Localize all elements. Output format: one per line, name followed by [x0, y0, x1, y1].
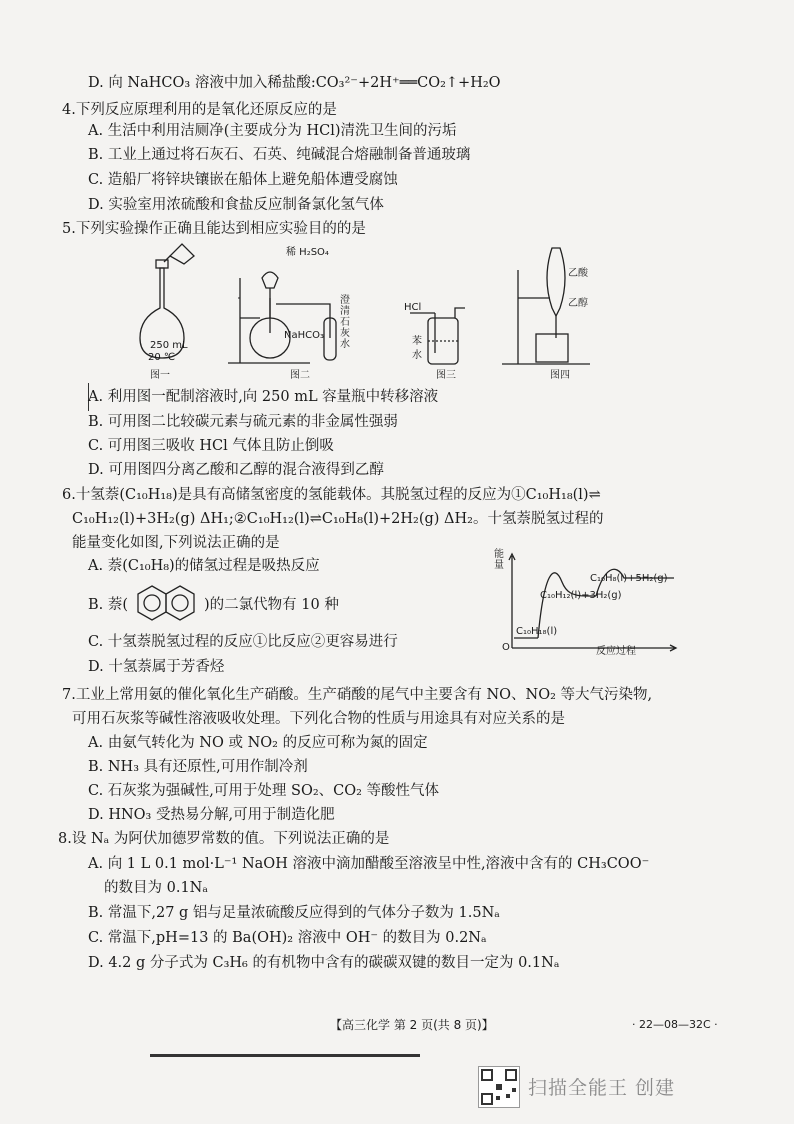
energy-axis-label: 能量 [494, 549, 504, 571]
q8-stem: 8.设 Nₐ 为阿伏加德罗常数的值。下列说法正确的是 [58, 831, 390, 847]
fig3-water-label: 水 [412, 350, 422, 361]
q4-option-c: C. 造船厂将锌块镶嵌在船体上避免船体遭受腐蚀 [88, 172, 398, 188]
q8-option-a-line1: A. 向 1 L 0.1 mol·L⁻¹ NaOH 溶液中滴加醋酸至溶液呈中性,溶液中含有的 CH₃COO⁻ [88, 856, 650, 872]
q5-apparatus-figures [120, 238, 610, 378]
fig1-temp-label: 20 ℃ [148, 352, 176, 363]
qr-code-icon [478, 1066, 520, 1108]
q6-option-b-suffix: )的二氯代物有 10 种 [204, 597, 339, 613]
fig4-caption: 图四 [550, 370, 570, 381]
q8-option-c: C. 常温下,pH=13 的 Ba(OH)₂ 溶液中 OH⁻ 的数目为 0.2Nₐ [88, 930, 487, 946]
q5-option-d: D. 可用图四分离乙酸和乙醇的混合液得到乙醇 [88, 462, 384, 478]
reaction-axis-label: 反应过程 [596, 646, 636, 657]
q7-option-a: A. 由氨气转化为 NO 或 NO₂ 的反应可称为氮的固定 [88, 735, 428, 751]
q7-option-c: C. 石灰浆为强碱性,可用于处理 SO₂、CO₂ 等酸性气体 [88, 783, 440, 799]
fig3-caption: 图三 [436, 370, 456, 381]
q6-stem-line2: C₁₀H₁₂(l)+3H₂(g) ΔH₁;②C₁₀H₁₂(l)⇌C₁₀H₈(l)+2H₂(g) ΔH₂。十氢萘脱氢过程的 [72, 511, 604, 527]
q5-option-a: A. 利用图一配制溶液时,向 250 mL 容量瓶中转移溶液 [88, 389, 439, 405]
q8-option-d: D. 4.2 g 分子式为 C₃H₆ 的有机物中含有的碳碳双键的数目一定为 0.1Nₐ [88, 955, 560, 971]
state-c10h8: C₁₀H₈(l)+5H₂(g) [590, 573, 668, 584]
q6-option-a: A. 萘(C₁₀H₈)的储氢过程是吸热反应 [88, 558, 320, 574]
q5-option-b: B. 可用图二比较碳元素与硫元素的非金属性强弱 [88, 414, 398, 430]
q6-option-b-prefix: B. 萘( [88, 597, 129, 613]
q7-stem-line2: 可用石灰浆等碱性溶液吸收处理。下列化合物的性质与用途具有对应关系的是 [72, 711, 565, 727]
scanner-watermark: 扫描全能王 创建 [528, 1077, 676, 1099]
q6-stem-line1: 6.十氢萘(C₁₀H₁₈)是具有高储氢密度的氢能载体。其脱氢过程的反应为①C₁₀H₁₈(l)⇌ [62, 487, 601, 503]
q6-option-c: C. 十氢萘脱氢过程的反应①比反应②更容易进行 [88, 634, 398, 650]
q8-option-b: B. 常温下,27 g 铝与足量浓硫酸反应得到的气体分子数为 1.5Nₐ [88, 905, 500, 921]
naphthalene-structure [134, 582, 204, 628]
fig3-benzene-label: 苯 [412, 336, 422, 347]
q5-stem: 5.下列实验操作正确且能达到相应实验目的的是 [62, 221, 366, 237]
energy-diagram [500, 552, 680, 658]
origin-label: O [502, 642, 510, 653]
page-footer: 【高三化学 第 2 页(共 8 页)】 [330, 1018, 494, 1032]
q7-option-d: D. HNO₃ 受热易分解,可用于制造化肥 [88, 807, 335, 823]
q5-option-c: C. 可用图三吸收 HCl 气体且防止倒吸 [88, 438, 334, 454]
fig2-caption: 图二 [290, 370, 310, 381]
fig4-ethanol-label: 乙醇 [568, 298, 588, 309]
q7-option-b: B. NH₃ 具有还原性,可用作制冷剂 [88, 759, 308, 775]
fig1-flask-label: 250 mL [150, 340, 188, 351]
exam-code: · 22—08—32C · [632, 1018, 718, 1031]
q4-stem: 4.下列反应原理利用的是氧化还原反应的是 [62, 102, 337, 118]
fig3-gas-label: HCl [404, 302, 422, 313]
state-c10h18: C₁₀H₁₈(l) [516, 626, 558, 637]
q8-option-a-line2: 的数目为 0.1Nₐ [104, 880, 208, 896]
fig4-acetic-label: 乙酸 [568, 268, 588, 279]
q4-option-d: D. 实验室用浓硫酸和食盐反应制备氯化氢气体 [88, 197, 384, 213]
state-c10h12: C₁₀H₁₂(l)+3H₂(g) [540, 590, 622, 601]
fig2-acid-label: 稀 H₂SO₄ [286, 247, 329, 258]
q3-option-d: D. 向 NaHCO₃ 溶液中加入稀盐酸:CO₃²⁻+2H⁺══CO₂↑+H₂O [88, 75, 501, 91]
fig1-caption: 图一 [150, 370, 170, 381]
q4-option-a: A. 生活中利用洁厕净(主要成分为 HCl)清洗卫生间的污垢 [88, 123, 457, 139]
fig2-salt-label: NaHCO₃ [284, 330, 324, 341]
q7-stem-line1: 7.工业上常用氨的催化氧化生产硝酸。生产硝酸的尾气中主要含有 NO、NO₂ 等大气污染物, [62, 687, 653, 703]
q6-option-d: D. 十氢萘属于芳香烃 [88, 659, 225, 675]
q6-stem-line3: 能量变化如图,下列说法正确的是 [72, 535, 280, 551]
fig2-lime-label: 澄清石灰水 [340, 295, 350, 350]
scan-shadow-bar [150, 1054, 420, 1057]
q4-option-b: B. 工业上通过将石灰石、石英、纯碱混合熔融制备普通玻璃 [88, 147, 471, 163]
